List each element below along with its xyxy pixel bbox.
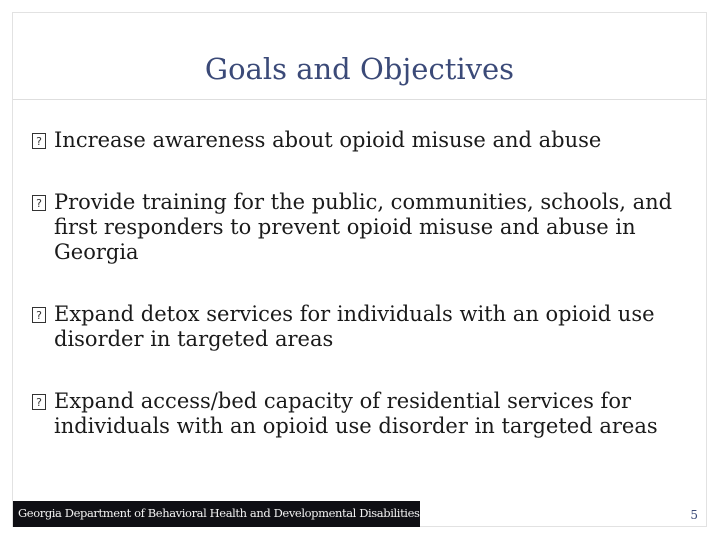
footer-bar — [13, 501, 420, 527]
title-area — [13, 13, 706, 100]
missing-glyph-box-icon — [32, 133, 46, 149]
bullet-item — [32, 128, 682, 153]
bullet-text: Increase awareness about opioid misuse and abuse — [54, 128, 602, 152]
missing-glyph-box-icon — [32, 394, 46, 410]
missing-glyph-box-icon — [32, 195, 46, 211]
bullet-item — [32, 302, 682, 352]
page-number: 5 — [690, 508, 698, 522]
slide-title: Goals and Objectives — [204, 52, 515, 86]
missing-glyph-box-icon — [32, 307, 46, 323]
bullet-item — [32, 389, 682, 439]
bullet-text: Expand detox services for individuals with an opioid use disorder in targeted areas — [54, 302, 655, 351]
bullet-item — [32, 190, 682, 265]
bullet-list — [32, 128, 682, 439]
bullet-text: Provide training for the public, communities, schools, and first responders to prevent opioid misuse and abuse in Georgia — [54, 190, 673, 264]
bullet-text: Expand access/bed capacity of residential services for individuals with an opioid use disorder in targeted areas — [54, 389, 658, 438]
footer-organization: Georgia Department of Behavioral Health and Developmental Disabilities — [18, 506, 420, 520]
